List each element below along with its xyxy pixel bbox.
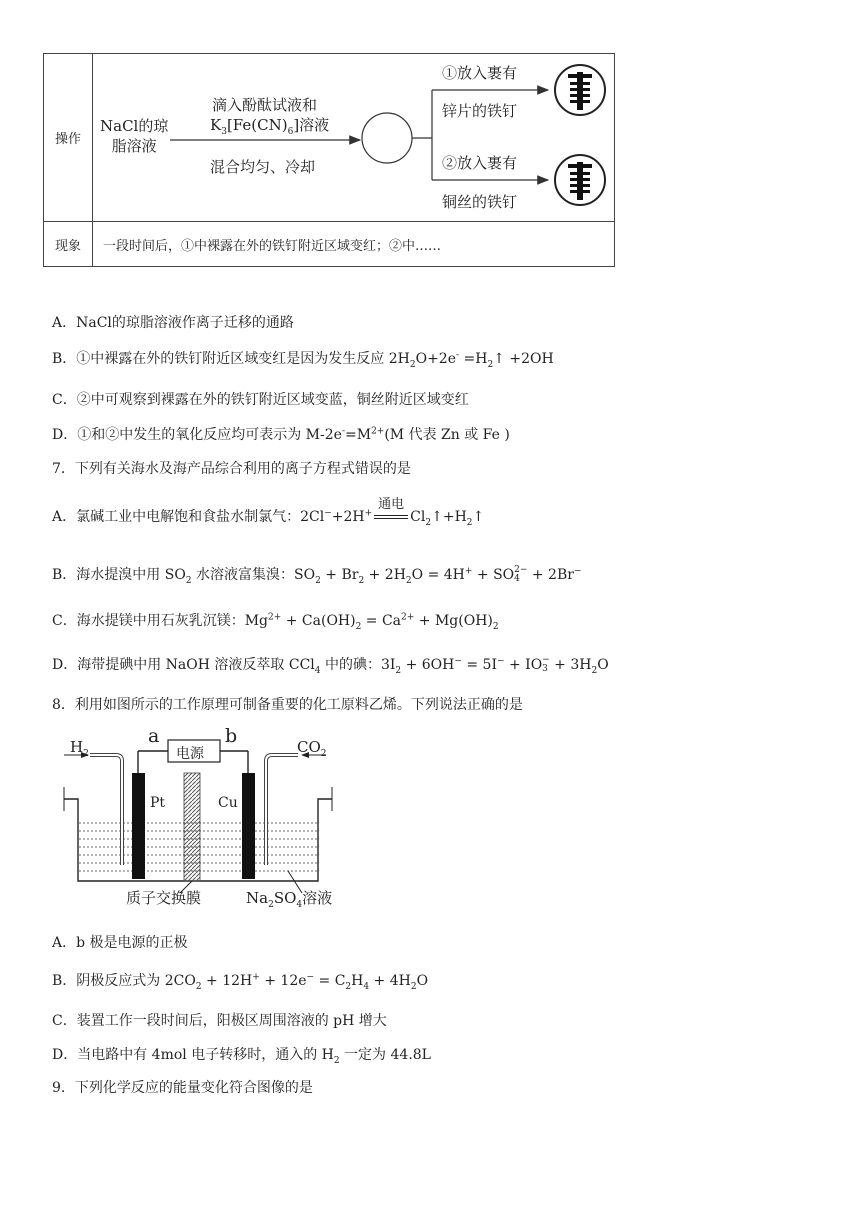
terminal-a-label: a [148,725,160,747]
petri-dish-2-icon [555,155,605,205]
q7-option-a: A．氯碱工业中电解饱和食盐水制氯气：2Cl−+2H+ 通电 $Cl_2↑+H_2↑$ [52,506,484,528]
q6-option-a: A．NaCl的琼脂溶液作离子迁移的通路 [52,315,294,331]
mixing-vessel [362,113,412,163]
start-label-line1: NaCl的琼 [100,117,169,135]
q7-option-c: C．海水提镁中用石灰乳沉镁：$Mg^{2+} + Ca(OH)_2 = Ca^{2+} + Mg(OH)_2$ [52,612,499,632]
membrane-label: 质子交换膜 [126,889,202,907]
q6-option-d: D．①和②中发生的氧化反应均可表示为 $M-2e^-=M^{2+}(M$ 代表 Zn 或 Fe ) [52,426,510,443]
q8-option-c: C．装置工作一段时间后，阳极区周围溶液的 pH 增大 [52,1013,387,1029]
q8-option-d: D．当电路中有 4mol 电子转移时，通入的 $H_2$ 一定为 44.8L [52,1047,431,1066]
terminal-b-label: b [225,725,238,747]
co2-inlet-label: $CO_2$ [297,738,327,759]
pt-electrode [132,773,145,879]
q9-stem: 9．下列化学反应的能量变化符合图像的是 [52,1080,313,1096]
branch1-line1: ①放入裹有 [442,64,518,82]
q7-option-b: B．海水提溴中用 $SO_2$ 水溶液富集溴：$SO_2 + Br_2 + 2H_2O = 4H^+$ + SO 2− 4 + 2Br− [52,565,582,586]
arrow-label-reagent: $K_3[Fe(CN)_6]$溶液 [210,116,330,137]
q6-option-b: B．①中裸露在外的铁钉附近区域变红是因为发生反应 $2H_2O+2e^-$ $=H_2↑ +2OH$ [52,350,554,370]
q8-option-b: B．阴极反应式为 $2CO_2 + 12H^+ + 12e^- = C_2H_4 + 4H_2O$ [52,972,429,992]
pt-label: Pt [150,795,166,811]
solution-label: $Na_2SO_4$溶液 [246,889,333,910]
arrow-label-bottom: 混合均匀、冷却 [210,158,316,176]
cu-electrode [242,773,255,879]
start-label-line2: 脂溶液 [111,137,157,155]
cu-label: Cu [218,795,238,811]
proton-exchange-membrane [184,773,200,881]
q6-option-c: C．②中可观察到裸露在外的铁钉附近区域变蓝，铜丝附近区域变红 [52,392,469,408]
branch2-line2: 铜丝的铁钉 [442,193,518,211]
h2-inlet-label: $H_2$ [70,738,89,759]
branch1-line2: 锌片的铁钉 [442,102,518,120]
branch2-line1: ②放入裹有 [442,154,518,172]
phenomenon-label: 现象 [44,222,93,267]
electrolysis-condition: 通电 [378,497,405,512]
q8-option-a: A．b 极是电源的正极 [52,935,188,951]
q7-stem: 7．下列有关海水及海产品综合利用的离子方程式错误的是 [52,461,411,477]
arrow-label-top: 滴入酚酞试液和 [212,96,318,114]
q8-stem: 8．利用如图所示的工作原理可制备重要的化工原料乙烯。下列说法正确的是 [52,697,523,713]
q7-option-d: D．海带提碘中用 NaOH 溶液反萃取 CCl$_4$ 中的碘：$3I_2 + 6OH^- = 5I^-$ + IO − 3 + $3H_2O$ [52,655,609,676]
petri-dish-1-icon [555,65,605,115]
experiment-flow-svg [0,0,860,280]
power-supply-label: 电源 [176,746,204,762]
phenomenon-text: 一段时间后，①中裸露在外的铁钉附近区域变红；②中…… [93,222,615,267]
operation-label: 操作 [44,54,93,222]
